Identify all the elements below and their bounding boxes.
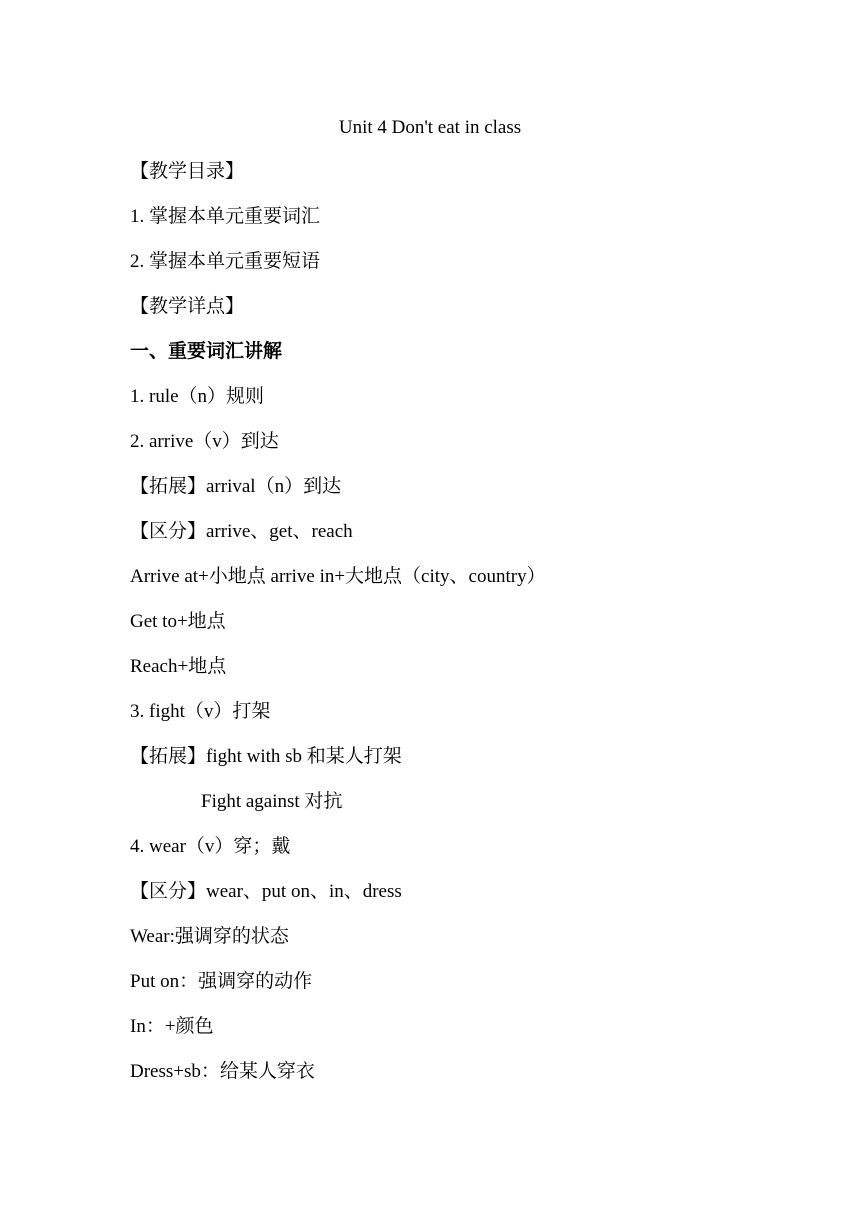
extension-note-fight-with: 【拓展】fight with sb 和某人打架 <box>130 746 402 767</box>
catalog-item-1: 1. 掌握本单元重要词汇 <box>130 206 321 227</box>
section-heading-vocabulary: 一、重要词汇讲解 <box>130 341 283 362</box>
vocab-item-fight: 3. fight（v）打架 <box>130 701 271 722</box>
distinction-note-arrive-get-reach: 【区分】arrive、get、reach <box>130 521 353 542</box>
usage-line-get-to: Get to+地点 <box>130 611 226 632</box>
usage-line-put-on: Put on：强调穿的动作 <box>130 971 313 992</box>
usage-line-in: In：+颜色 <box>130 1016 214 1037</box>
vocab-item-arrive: 2. arrive（v）到达 <box>130 431 279 452</box>
document-title: Unit 4 Don't eat in class <box>338 117 522 138</box>
section-heading-teaching-catalog: 【教学目录】 <box>130 161 245 182</box>
vocab-item-wear: 4. wear（v）穿；戴 <box>130 836 291 857</box>
usage-line-arrive-at-in: Arrive at+小地点 arrive in+大地点（city、country） <box>130 566 546 587</box>
extension-note-arrival: 【拓展】arrival（n）到达 <box>130 476 342 497</box>
vocab-item-rule: 1. rule（n）规则 <box>130 386 265 407</box>
section-heading-teaching-details: 【教学详点】 <box>130 296 245 317</box>
usage-line-dress: Dress+sb：给某人穿衣 <box>130 1061 315 1082</box>
usage-line-fight-against: Fight against 对抗 <box>201 791 343 812</box>
usage-line-reach: Reach+地点 <box>130 656 227 677</box>
catalog-item-2: 2. 掌握本单元重要短语 <box>130 251 321 272</box>
distinction-note-wear-put-on-in-dress: 【区分】wear、put on、in、dress <box>130 881 402 902</box>
usage-line-wear: Wear:强调穿的状态 <box>130 926 289 947</box>
